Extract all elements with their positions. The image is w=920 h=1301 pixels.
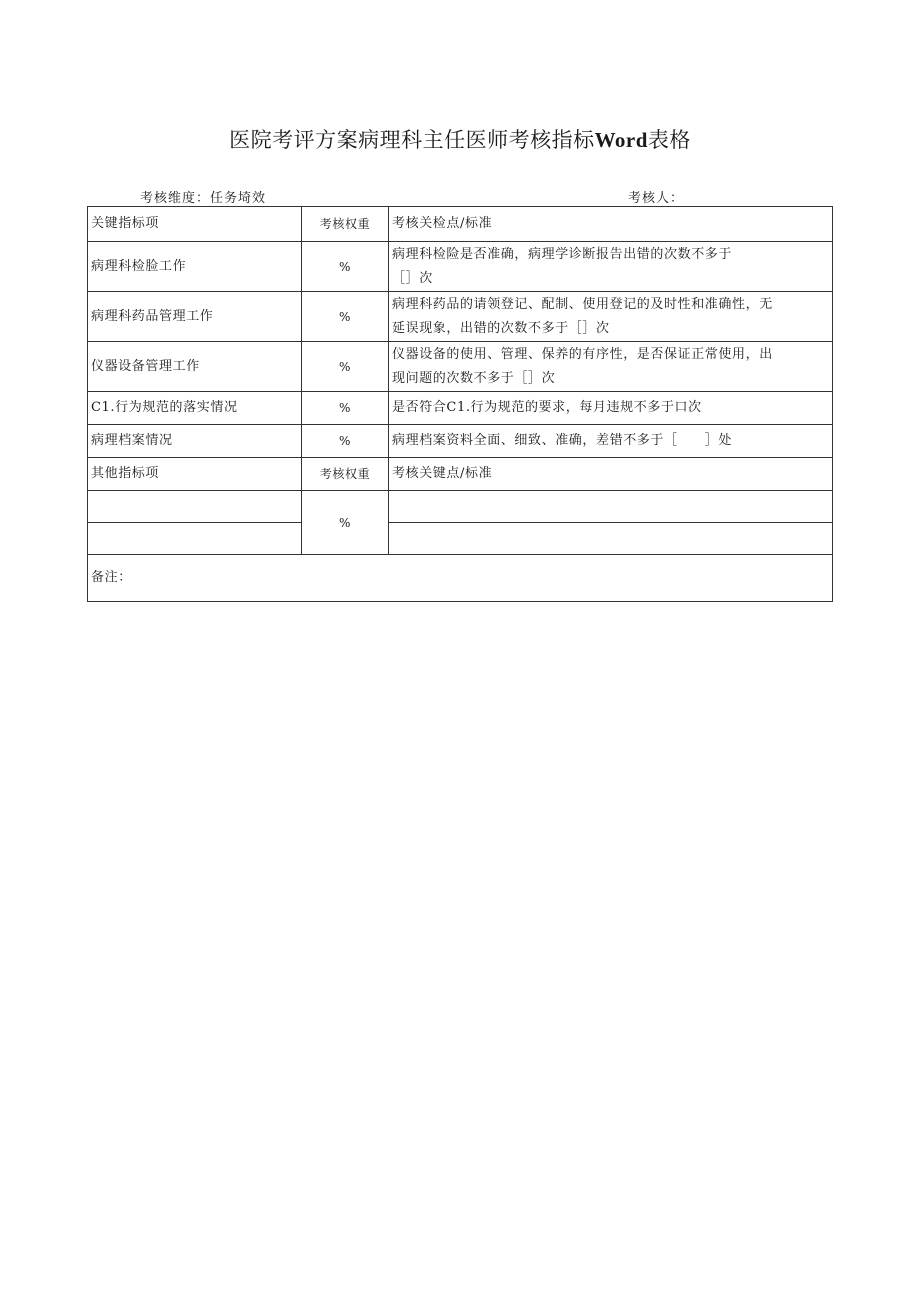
- row-standard: [389, 425, 833, 458]
- header-weight: 考核权重: [302, 207, 389, 242]
- row-standard: [389, 292, 833, 342]
- blank-standard-cell[interactable]: [389, 491, 833, 523]
- row-item: C1.行为规范的落实情况: [88, 392, 302, 425]
- table-row: [88, 392, 833, 425]
- row-weight: %: [302, 342, 389, 392]
- row-standard-line: 仪器设备的使用、管理、保养的有序性，是否保证正常使用，出: [392, 346, 773, 362]
- table-row-blank: [88, 523, 833, 555]
- blank-item-cell[interactable]: [88, 491, 302, 523]
- assessment-dimension: 考核维度：任务埼效: [140, 191, 267, 206]
- other-header-row: [88, 458, 833, 491]
- row-standard-line: 病理科药品的请领登记、配制、使用登记的及时性和准确性，无: [392, 296, 773, 312]
- notes-row: [88, 555, 833, 602]
- other-header-weight: 考核权重: [302, 458, 389, 491]
- row-weight: %: [302, 392, 389, 425]
- page-title-word: Word: [594, 128, 648, 152]
- table-row: [88, 425, 833, 458]
- row-standard-line: 延误现象，出错的次数不多于［］次: [392, 320, 610, 336]
- notes-cell[interactable]: [88, 555, 833, 602]
- row-weight: %: [302, 292, 389, 342]
- row-standard: [389, 342, 833, 392]
- row-item: 病理科药品管理工作: [88, 292, 302, 342]
- assessment-table: [87, 206, 833, 602]
- row-standard-line: 现问题的次数不多于［］次: [392, 370, 556, 386]
- row-weight: %: [302, 242, 389, 292]
- table-row-blank: [88, 491, 833, 523]
- row-item: 仪器设备管理工作: [88, 342, 302, 392]
- row-standard-line: 病理档案资料全面、细致、准确，差错不多于［ ］处: [392, 433, 733, 448]
- header-standard: 考核关检点/标准: [389, 207, 833, 242]
- other-header-key-item: 其他指标项: [88, 458, 302, 491]
- row-item: 病理科检脸工作: [88, 242, 302, 292]
- other-header-standard: 考核关键点/标准: [389, 458, 833, 491]
- assessor-label: 考核人：: [628, 191, 685, 206]
- row-standard-line: ［］次: [392, 270, 433, 286]
- row-weight: %: [302, 425, 389, 458]
- header-key-item: 关键指标项: [88, 207, 302, 242]
- notes-label: 备注：: [91, 570, 132, 585]
- row-standard-line: 病理科检险是否准确，病理学诊断报告出错的次数不多于: [392, 246, 733, 262]
- row-standard-line: 是否符合C1.行为规范的要求，每月违规不多于口次: [392, 400, 702, 415]
- table-header-row: [88, 207, 833, 242]
- row-standard: [389, 242, 833, 292]
- table-row: [88, 342, 833, 392]
- table-row: [88, 242, 833, 292]
- row-standard: [389, 392, 833, 425]
- page-title-main: 医院考评方案病理科主任医师考核指标: [229, 128, 595, 152]
- other-weight: %: [302, 491, 389, 555]
- table-row: [88, 292, 833, 342]
- page-title-suffix: 表格: [647, 128, 691, 152]
- page-title: [0, 124, 920, 154]
- blank-standard-cell[interactable]: [389, 523, 833, 555]
- row-item: 病理档案情况: [88, 425, 302, 458]
- blank-item-cell[interactable]: [88, 523, 302, 555]
